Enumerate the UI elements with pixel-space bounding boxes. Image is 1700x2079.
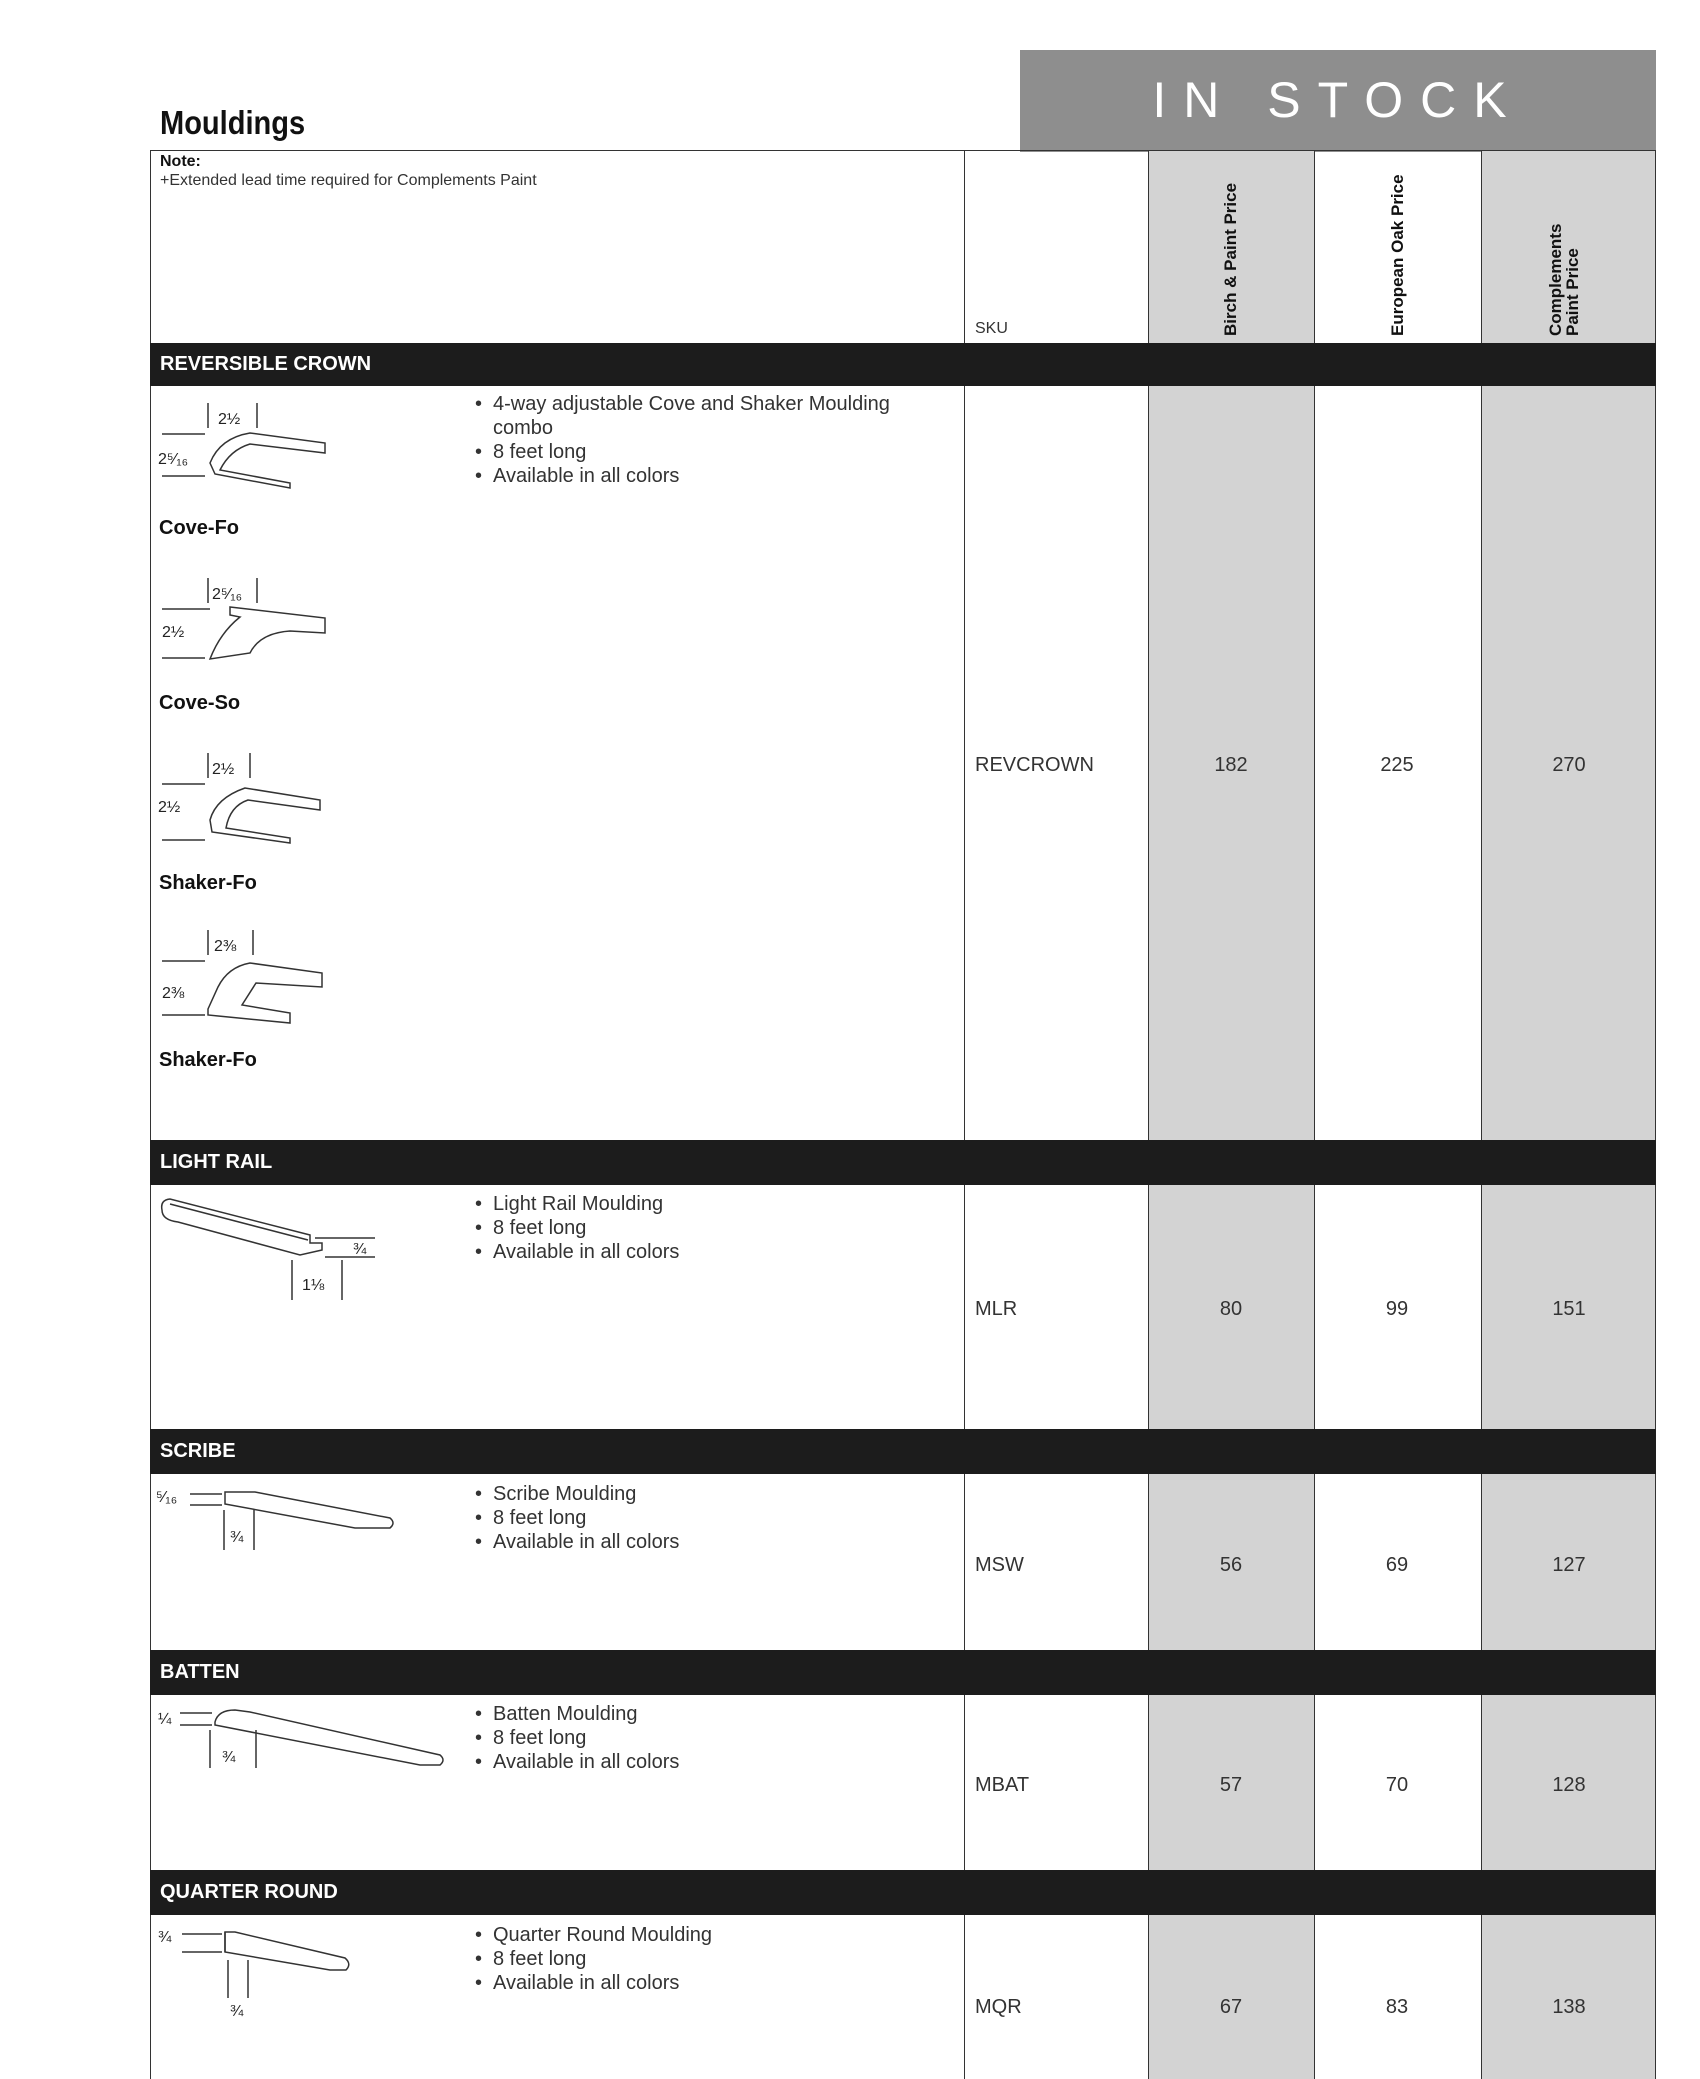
in-stock-banner: IN STOCK xyxy=(1020,50,1656,152)
complements-price-cell: 127 xyxy=(1552,1554,1586,1576)
feature-item: • 8 feet long xyxy=(475,440,945,464)
sku-cell: MBAT xyxy=(975,1774,1030,1796)
sku-column-header: SKU xyxy=(975,320,1008,337)
scribe-dim-width: ¾ xyxy=(230,1529,244,1546)
cove-so-drawing xyxy=(150,573,330,683)
birch-price-cell: 57 xyxy=(1219,1774,1243,1796)
oak-price-cell: 70 xyxy=(1385,1774,1409,1796)
light-rail-dim-height: ¾ xyxy=(353,1241,367,1258)
oak-price-header: European Oak Price xyxy=(1388,174,1407,336)
feature-item: • Light Rail Moulding xyxy=(475,1192,945,1216)
sku-cell: REVCROWN xyxy=(975,754,1094,776)
birch-price-header: Birch & Paint Price xyxy=(1221,182,1240,336)
birch-price-cell: 182 xyxy=(1214,754,1248,776)
oak-price-cell: 69 xyxy=(1385,1554,1409,1576)
cove-so-dim-top: 2⁵⁄₁₆ xyxy=(212,586,243,603)
birch-price-cell: 56 xyxy=(1219,1554,1243,1576)
sku-cell: MSW xyxy=(975,1554,1024,1576)
note-text: +Extended lead time required for Complements Paint xyxy=(160,172,537,189)
sku-cell: MQR xyxy=(975,1996,1022,2018)
profile-label-shaker-fo: Shaker-Fo xyxy=(159,1049,257,1071)
light-rail-dim-width: 1⅛ xyxy=(302,1277,325,1294)
profile-label-cove-so: Cove-So xyxy=(159,692,241,714)
scribe-features xyxy=(475,1482,945,1554)
batten-dim-width: ¾ xyxy=(222,1749,236,1766)
shaker-fo-2-dim-side: 2⅜ xyxy=(162,985,185,1002)
shaker-fo-drawing-1 xyxy=(150,748,330,868)
feature-item: • Available in all colors xyxy=(475,464,945,488)
section-header-quarter-round: QUARTER ROUND xyxy=(150,1870,1656,1915)
complements-price-cell: 138 xyxy=(1552,1996,1586,2018)
cove-fo-drawing xyxy=(150,398,330,508)
batten-dim-thickness: ¼ xyxy=(158,1711,172,1728)
quarter-round-features xyxy=(475,1923,945,1995)
note-label: Note: xyxy=(160,153,201,170)
reversible-crown-features xyxy=(475,392,945,488)
feature-item: • 4-way adjustable Cove and Shaker Moulding combo xyxy=(475,392,945,440)
cove-so-dim-side: 2½ xyxy=(162,624,185,641)
quarter-round-dim-height: ¾ xyxy=(158,1929,172,1946)
sku-cell: MLR xyxy=(975,1298,1018,1320)
page-title: Mouldings xyxy=(160,104,306,141)
shaker-fo-2-dim-top: 2⅜ xyxy=(214,938,237,955)
complements-price-cell: 128 xyxy=(1552,1774,1586,1796)
scribe-dim-thickness: ⁵⁄₁₆ xyxy=(156,1489,178,1506)
table-right-border xyxy=(1655,150,1656,2079)
feature-item: • Batten Moulding xyxy=(475,1702,945,1726)
feature-item: • Quarter Round Moulding xyxy=(475,1923,945,1947)
feature-item: • Available in all colors xyxy=(475,1530,945,1554)
cove-fo-dim-side: 2⁵⁄₁₆ xyxy=(158,451,189,468)
feature-item: • 8 feet long xyxy=(475,1726,945,1750)
oak-column-border xyxy=(1481,150,1482,2079)
light-rail-features xyxy=(475,1192,945,1264)
section-header-light-rail: LIGHT RAIL xyxy=(150,1140,1656,1185)
quarter-round-drawing xyxy=(150,1920,370,2020)
feature-item: • 8 feet long xyxy=(475,1506,945,1530)
birch-price-cell: 67 xyxy=(1219,1996,1243,2018)
section-header-batten: BATTEN xyxy=(150,1650,1656,1695)
batten-drawing xyxy=(150,1700,460,1790)
description-column-border xyxy=(964,150,965,2079)
light-rail-drawing xyxy=(150,1190,390,1310)
shaker-fo-drawing-2 xyxy=(150,925,330,1045)
birch-price-cell: 80 xyxy=(1219,1298,1243,1320)
oak-price-cell: 83 xyxy=(1385,1996,1409,2018)
shaker-fo-1-dim-top: 2½ xyxy=(212,761,235,778)
complements-price-header-line1: Complements xyxy=(1546,223,1565,336)
batten-features xyxy=(475,1702,945,1774)
shaker-fo-1-dim-side: 2½ xyxy=(158,799,181,816)
oak-price-cell: 225 xyxy=(1380,754,1414,776)
scribe-drawing xyxy=(150,1480,410,1560)
profile-label-shaker-fo: Shaker-Fo xyxy=(159,872,257,894)
quarter-round-dim-width: ¾ xyxy=(230,2003,244,2020)
feature-item: • 8 feet long xyxy=(475,1947,945,1971)
table-top-border xyxy=(150,150,1656,151)
feature-item: • Available in all colors xyxy=(475,1240,945,1264)
complements-price-cell: 270 xyxy=(1552,754,1586,776)
feature-item: • Available in all colors xyxy=(475,1750,945,1774)
profile-label-cove-fo: Cove-Fo xyxy=(159,517,239,539)
section-header-scribe: SCRIBE xyxy=(150,1429,1656,1474)
section-header-reversible-crown: REVERSIBLE CROWN xyxy=(150,343,1656,386)
complements-price-header-line2: Paint Price xyxy=(1563,248,1582,336)
price-table xyxy=(150,150,1656,2079)
oak-price-cell: 99 xyxy=(1385,1298,1409,1320)
complements-price-cell: 151 xyxy=(1552,1298,1586,1320)
feature-item: • 8 feet long xyxy=(475,1216,945,1240)
feature-item: • Scribe Moulding xyxy=(475,1482,945,1506)
cove-fo-dim-top: 2½ xyxy=(218,411,241,428)
feature-item: • Available in all colors xyxy=(475,1971,945,1995)
